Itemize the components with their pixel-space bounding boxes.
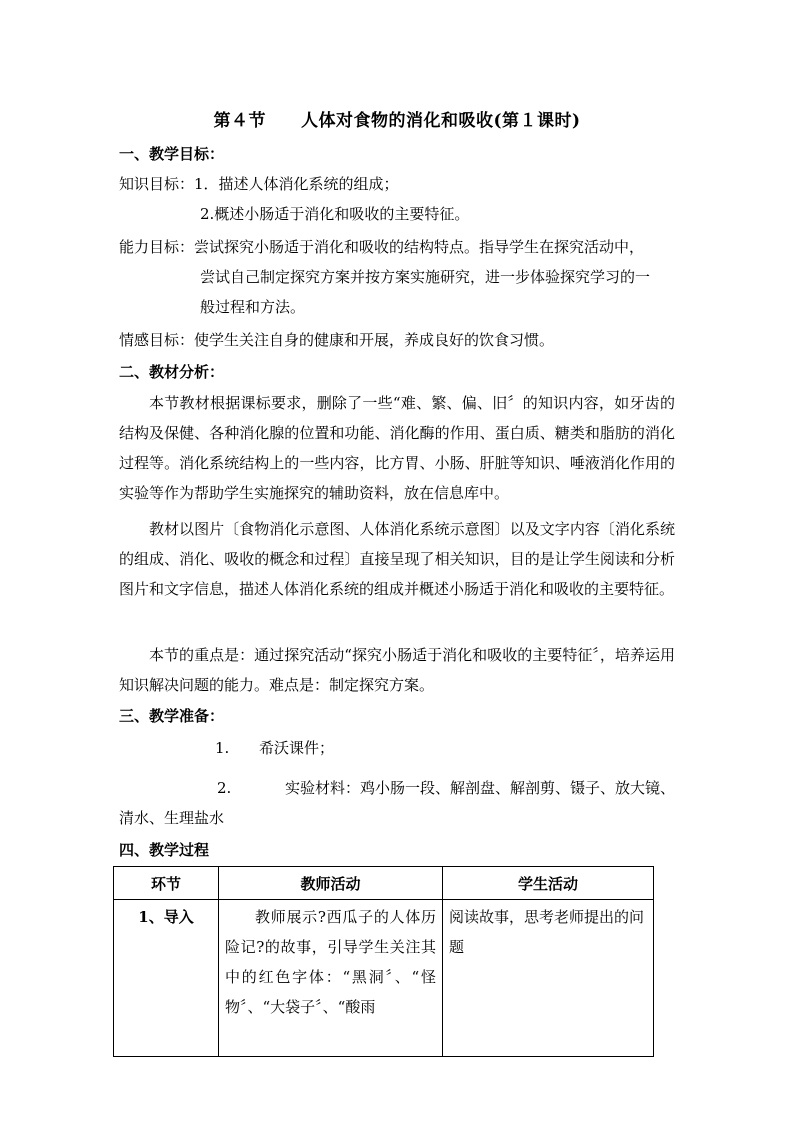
table-cell-student: 阅读故事，思考老师提出的问题 (443, 900, 654, 1057)
table-header-teacher: 教师活动 (219, 867, 443, 900)
ability-objective-line-1 (119, 232, 644, 262)
prep-heading: 三、教学准备： (119, 707, 225, 725)
table-header-row (114, 867, 654, 900)
analysis-paragraph-1: 本节教材根据课标要求，删除了一些“难、繁、偏、旧〞的知识内容，如牙齿的结构及保健、各种消化腺的位置和功能、消化酶的作用、蛋白质、糖类和脂肪的消化过程等。消化系统结构上的一些内容，比方胃、小肠、肝脏等知识、唾液消化作用的实验等作为帮助学生实施探究的辅助资料，放在信息库中。 (119, 394, 675, 502)
teaching-process-table (113, 866, 654, 1057)
table-cell-stage: 1、导入 (114, 900, 219, 1057)
knowledge-item-1: 1．描述人体消化系统的组成； (194, 175, 399, 193)
emotion-label: 情感目标： (119, 331, 195, 349)
knowledge-objective-line-1 (119, 169, 399, 199)
objectives-heading: 一、教学目标： (119, 145, 225, 163)
ability-label: 能力目标： (119, 238, 195, 256)
page-title: 第４节 人体对食物的消化和吸收(第１课时) (213, 111, 581, 131)
ability-text-2: 尝试自己制定探究方案并按方案实施研究，进一步体验探究学习的一 (200, 268, 651, 286)
ability-text-3: 般过程和方法。 (200, 298, 306, 316)
knowledge-label: 知识目标： (119, 175, 195, 193)
table-header-student: 学生活动 (443, 867, 654, 900)
analysis-paragraph-3: 本节的重点是：通过探究活动“探究小肠适于消化和吸收的主要特征〞，培养运用知识解决问题的能力。难点是：制定探究方案。 (119, 646, 675, 694)
analysis-heading: 二、教材分析： (119, 363, 225, 381)
prep-item-2-number: 2. (217, 779, 232, 797)
prep-item-1-number: 1. (215, 739, 230, 757)
table-cell-teacher: 教师展示?西瓜子的人体历险记?的故事，引导学生关注其中的红色字体：“黑洞〞、“怪物〞、“大袋子〞、“酸雨 (219, 900, 443, 1057)
analysis-paragraph-2: 教材以图片〔食物消化示意图、人体消化系统示意图〕以及文字内容〔消化系统的组成、消化、吸收的概念和过程〕直接呈现了相关知识，目的是让学生阅读和分析图片和文字信息，描述人体消化系统的组成并概述小肠适于消化和吸收的主要特征。 (119, 520, 675, 598)
table-header-stage: 环节 (114, 867, 219, 900)
ability-text-1: 尝试探究小肠适于消化和吸收的结构特点。指导学生在探究活动中， (194, 238, 645, 256)
table-row (114, 900, 654, 1057)
emotion-text: 使学生关注自身的健康和开展，养成良好的饮食习惯。 (194, 331, 555, 349)
prep-item-2-text: 实验材料：鸡小肠一段、解剖盘、解剖剪、镊子、放大镜、清水、生理盐水 (119, 779, 676, 827)
prep-item-1-text: 希沃课件； (259, 739, 335, 757)
prep-item-1 (215, 733, 334, 763)
knowledge-item-2: 2.概述小肠适于消化和吸收的主要特征。 (200, 205, 470, 223)
emotion-objective (119, 325, 554, 355)
prep-item-2 (119, 773, 675, 833)
process-heading: 四、教学过程 (119, 841, 210, 859)
